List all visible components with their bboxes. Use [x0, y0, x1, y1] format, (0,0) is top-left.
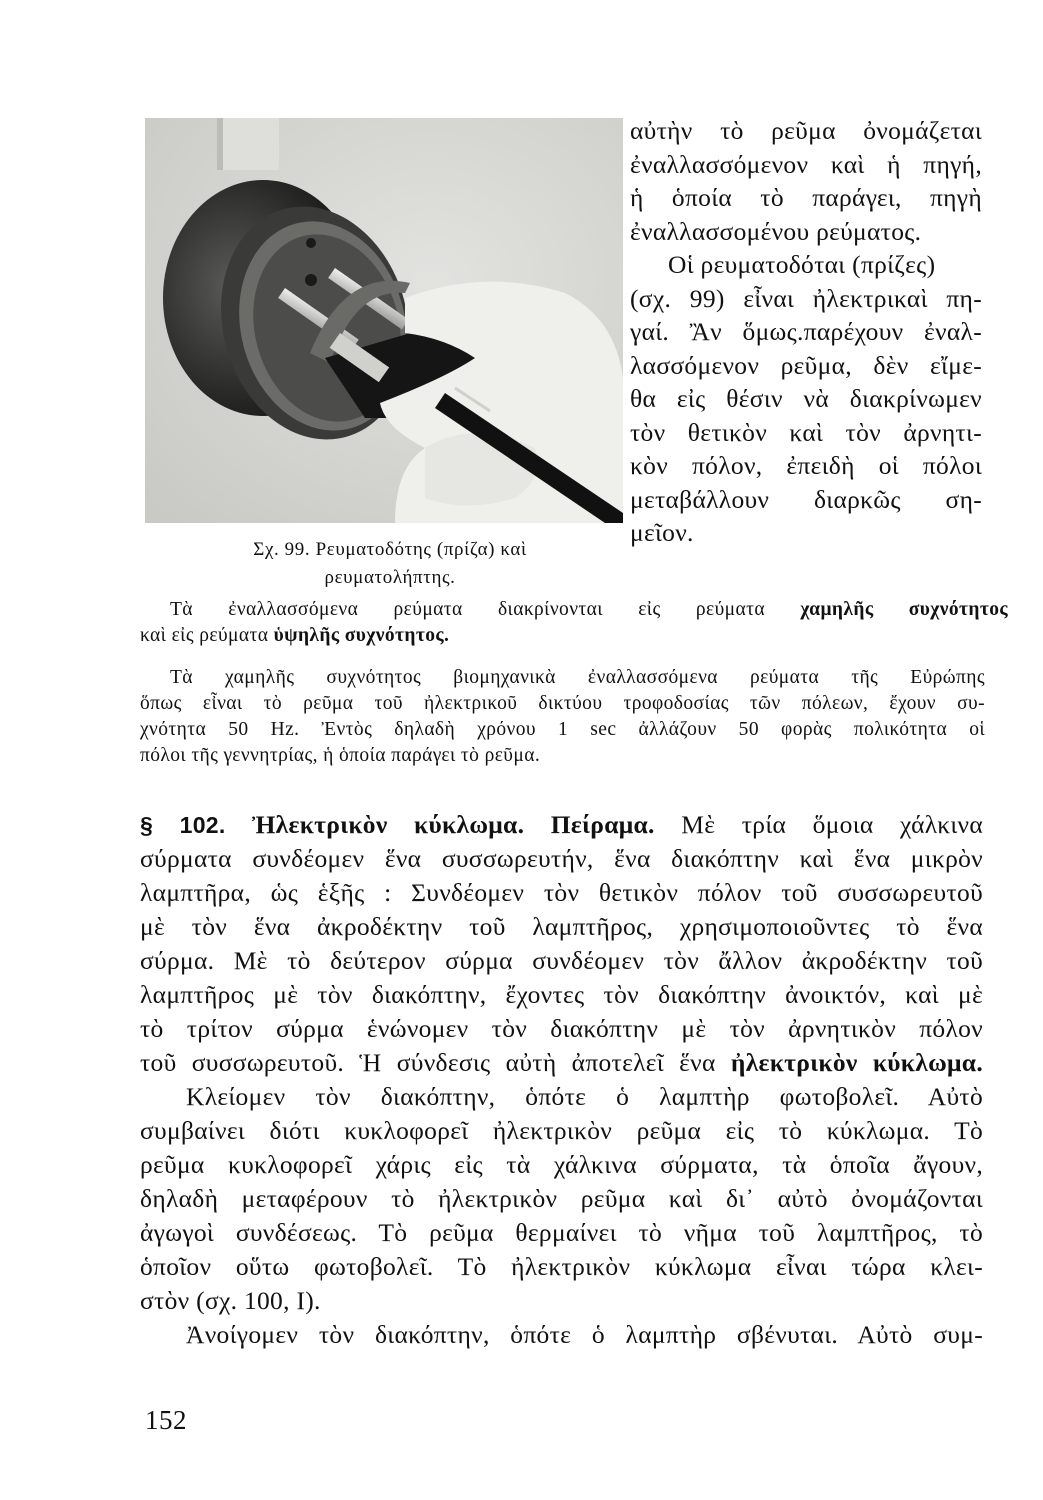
text-line: τὸ τρίτον σύρμα ἑνώνομεν τὸν διακόπτην μὲ τὸν ἀρνητικὸν πόλον: [140, 1014, 983, 1043]
text-line: ὅπως εἶναι τὸ ρεῦμα τοῦ ἠλεκτρικοῦ δικτύου τροφοδοσίας τῶν πόλεων, ἔχουν συ-: [140, 693, 985, 714]
section-102: [140, 808, 983, 1352]
text-line: Ἀνοίγομεν τὸν διακόπτην, ὁπότε ὁ λαμπτὴρ σβένυται. Αὐτὸ συμ-: [186, 1320, 983, 1349]
text-line: πόλοι τῆς γεννητρίας, ἡ ὁποία παράγει τὸ ρεῦμα.: [140, 745, 541, 766]
figure-caption-line-2: ρευματολήπτης.: [324, 567, 456, 588]
term-electric-circuit: ἠλεκτρικὸν κύκλωμα.: [730, 1048, 983, 1077]
figure-caption: [170, 536, 610, 592]
text-line: θα εἰς θέσιν νὰ διακρίνωμεν: [630, 384, 982, 413]
term-low-frequency: χαμηλῆς συχνότητος: [800, 599, 1009, 620]
figure-photo: [145, 118, 623, 523]
text-line: τοῦ συσσωρευτοῦ. Ἡ σύνδεσις αὐτὴ ἀποτελεῖ ἕνα ἠλεκτρικὸν κύκλωμα.: [140, 1048, 983, 1077]
text-line: τὸν θετικὸν καὶ τὸν ἀρνητι-: [630, 417, 982, 447]
text-line: χνότητα 50 Hz. Ἐντὸς δηλαδὴ χρόνου 1 sec ἀλλάζουν 50 φορὰς πολικότητα οἱ: [140, 719, 985, 740]
section-title: Ἠλεκτρικὸν κύκλωμα. Πείραμα.: [252, 810, 655, 839]
text-line: μὲ τὸν ἕνα ἀκροδέκτην τοῦ λαμπτῆρος, χρησιμοποιοῦντες τὸ ἕνα: [140, 912, 983, 941]
text-line: (σχ. 99) εἶναι ἠλεκτρικαὶ πη-: [630, 283, 982, 313]
paragraph-low-frequency: [140, 665, 985, 769]
text-line: ὁποῖον οὕτω φωτοβολεῖ. Τὸ ἠλεκτρικὸν κύκλωμα εἶναι τώρα κλει-: [140, 1252, 983, 1281]
text-line: λασσόμενον ρεῦμα, δὲν εἴμε-: [630, 350, 982, 380]
text-line: σύρματα συνδέομεν ἕνα συσσωρευτήν, ἕνα διακόπτην καὶ ἕνα μικρὸν: [140, 844, 983, 873]
text-line: κὸν πόλον, ἐπειδὴ οἱ πόλοι: [630, 451, 982, 480]
figure-caption-line-1: Σχ. 99. Ρευματοδότης (πρίζα) καὶ: [253, 539, 527, 560]
text-line: Οἱ ρευματοδόται (πρίζες): [668, 250, 936, 279]
section-number: § 102.: [140, 812, 226, 838]
paragraph-frequency-classes: [140, 597, 1008, 649]
text-line: Τὰ ἐναλλασσόμενα ρεύματα διακρίνονται εἰς ρεύματα χαμηλῆς συχνότητος: [170, 599, 1009, 620]
text-line: λαμπτῆρα, ὡς ἑξῆς : Συνδέομεν τὸν θετικὸν πόλον τοῦ συσσωρευτοῦ: [140, 878, 983, 907]
text-line: ἐναλλασσομένου ρεύματος.: [630, 216, 922, 246]
text-line: σύρμα. Μὲ τὸ δεύτερον σύρμα συνδέομεν τὸν ἄλλον ἀκροδέκτην τοῦ: [140, 946, 983, 975]
text-line: γαί. Ἂν ὅμως.παρέχουν ἐναλ-: [630, 317, 982, 346]
term-high-frequency: ὑψηλῆς συχνότητος.: [273, 625, 450, 646]
text-line: ἀγωγοὶ συνδέσεως. Τὸ ρεῦμα θερμαίνει τὸ νῆμα τοῦ λαμπτῆρος, τὸ: [140, 1218, 983, 1247]
text-line: μεῖον.: [630, 518, 694, 547]
text-line: δηλαδὴ μεταφέρουν τὸ ἠλεκτρικὸν ρεῦμα καὶ δι᾽ αὐτὸ ὀνομάζονται: [140, 1184, 983, 1213]
right-column-text: [630, 114, 982, 550]
text-line: ἐναλλασσόμενον καὶ ἡ πηγή,: [630, 149, 982, 179]
page-number: 152: [145, 1405, 187, 1435]
socket-plug-illustration-icon: [145, 118, 623, 523]
text-line: αὐτὴν τὸ ρεῦμα ὀνομάζεται: [630, 116, 982, 145]
text-line: λαμπτῆρος μὲ τὸν διακόπτην, ἔχοντες τὸν διακόπτην ἀνοικτόν, καὶ μὲ: [140, 980, 983, 1009]
text-line: Κλείομεν τὸν διακόπτην, ὁπότε ὁ λαμπτὴρ φωτοβολεῖ. Αὐτὸ: [186, 1082, 983, 1111]
text-line: καὶ εἰς ρεύματα ὑψηλῆς συχνότητος.: [140, 625, 450, 646]
text-line: ρεῦμα κυκλοφορεῖ χάρις εἰς τὰ χάλκινα σύρματα, τὰ ὁποῖα ἄγουν,: [140, 1150, 983, 1179]
text-line: μεταβάλλουν διαρκῶς ση-: [630, 484, 982, 514]
text-line: Τὰ χαμηλῆς συχνότητος βιομηχανικὰ ἐναλλασσόμενα ρεύματα τῆς Εὐρώπης: [170, 667, 985, 688]
text-line: ἡ ὁποία τὸ παράγει, πηγὴ: [630, 183, 982, 212]
section-heading-line: § 102. Ἠλεκτρικὸν κύκλωμα. Πείραμα. Μὲ τρία ὅμοια χάλκινα: [140, 810, 984, 839]
text-line: συμβαίνει διότι κυκλοφορεῖ ἠλεκτρικὸν ρεῦμα εἰς τὸ κύκλωμα. Τὸ: [140, 1116, 983, 1145]
text-line: στὸν (σχ. 100, Ι).: [140, 1286, 321, 1315]
